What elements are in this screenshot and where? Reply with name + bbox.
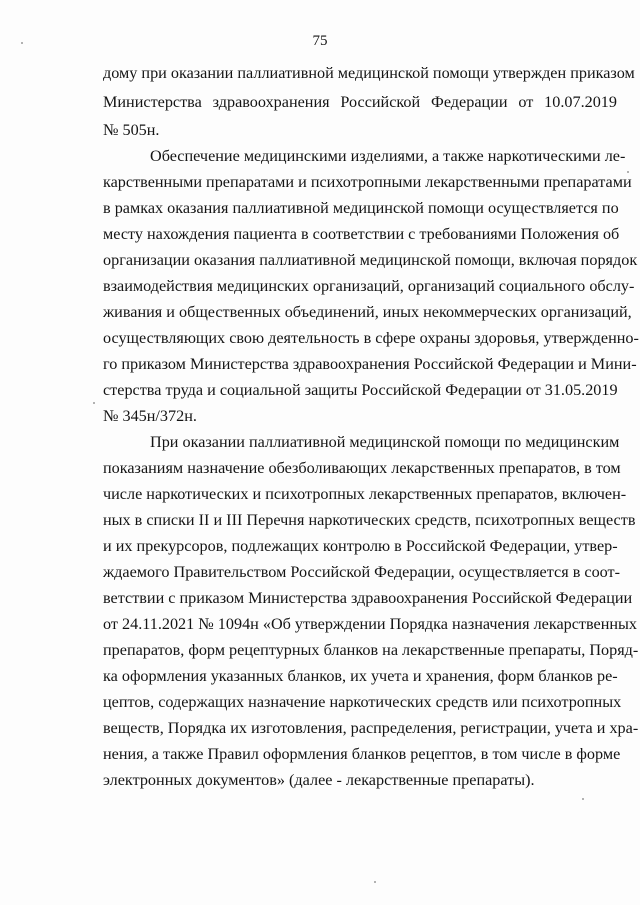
text-line: месту нахождения пациента в соответствии с требованиями Положения об <box>103 225 620 243</box>
text-line: го приказом Министерства здравоохранения Российской Федерации и Мини- <box>103 355 637 373</box>
text-line: цептов, содержащих назначение наркотических средств или психотропных <box>103 693 622 711</box>
text-line: стерства труда и социальной защиты Российской Федерации от 31.05.2019 <box>103 381 618 399</box>
scan-speck <box>93 402 95 404</box>
text-line: веществ, Порядка их изготовления, распределения, регистрации, учета и хра- <box>103 719 639 737</box>
text-line: ждаемого Правительством Российской Федерации, осуществляется в соот- <box>103 563 621 581</box>
text-line: Министерства здравоохранения Российской Федерации от 10.07.2019 <box>103 93 617 111</box>
text-line: взаимодействия медицинских организаций, организаций социального обслу- <box>103 277 635 295</box>
text-line: осуществляющих свою деятельность в сфере охраны здоровья, утвержденно- <box>103 329 639 347</box>
text-line: ных в списки II и III Перечня наркотических средств, психотропных веществ <box>103 511 636 529</box>
text-line: нения, а также Правил оформления бланков рецептов, в том числе в форме <box>103 745 621 763</box>
text-line: карственными препаратами и психотропными лекарственными препаратами <box>103 173 632 191</box>
text-line: При оказании паллиативной медицинской помощи по медицинским <box>150 433 620 451</box>
text-line: Обеспечение медицинскими изделиями, а также наркотическими ле- <box>150 147 626 165</box>
text-line: от 24.11.2021 № 1094н «Об утверждении Порядка назначения лекарственных <box>103 615 638 633</box>
text-line: в рамках оказания паллиативной медицинской помощи осуществляется по <box>103 199 619 217</box>
text-line: ветствии с приказом Министерства здравоохранения Российской Федерации <box>103 589 633 607</box>
text-line: № 505н. <box>103 121 160 139</box>
text-line: электронных документов» (далее - лекарственные препараты). <box>103 771 535 789</box>
text-line: № 345н/372н. <box>103 407 197 425</box>
text-line: дому при оказании паллиативной медицинской помощи утвержден приказом <box>103 64 635 82</box>
scan-speck <box>374 881 376 883</box>
text-line: и их прекурсоров, подлежащих контролю в Российской Федерации, утвер- <box>103 537 618 555</box>
scan-speck <box>582 798 584 800</box>
text-line: организации оказания паллиативной медицинской помощи, включая порядок <box>103 251 638 269</box>
text-line: показаниям назначение обезболивающих лекарственных препаратов, в том <box>103 459 621 477</box>
text-line: препаратов, форм рецептурных бланков на лекарственные препараты, Поряд- <box>103 641 639 659</box>
text-line: числе наркотических и психотропных лекарственных препаратов, включен- <box>103 485 627 503</box>
text-line: живания и общественных объединений, иных некоммерческих организаций, <box>103 303 632 321</box>
scan-speck <box>21 42 23 44</box>
scan-speck <box>627 171 629 173</box>
text-line: ка оформления указанных бланков, их учета и хранения, форм бланков ре- <box>103 667 618 685</box>
page-number: 75 <box>312 33 328 49</box>
